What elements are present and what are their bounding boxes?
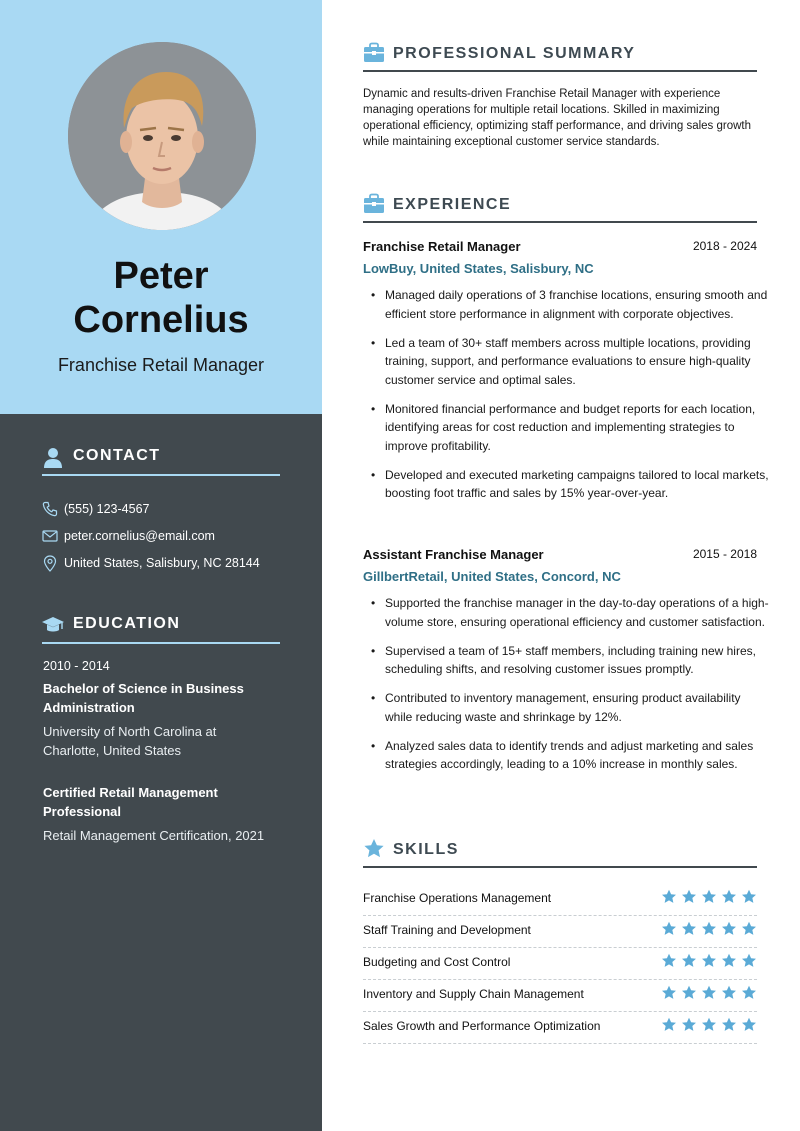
profile-photo-image: [68, 42, 256, 230]
education-degree: Certified Retail Management Professional: [43, 785, 218, 819]
star-icon: [741, 921, 757, 937]
skill-row: [363, 884, 757, 916]
job-company: GillbertRetail, United States, Concord, NC: [363, 569, 621, 584]
contact-phone[interactable]: [42, 501, 302, 519]
user-icon: [42, 446, 64, 468]
skill-name: Inventory and Supply Chain Management: [363, 987, 584, 1001]
briefcase-icon: [363, 42, 385, 64]
summary-heading-text: PROFESSIONAL SUMMARY: [393, 45, 636, 62]
summary-text: Dynamic and results-driven Franchise Retail Manager with experience managing operations for multiple retail locations. Skilled in maximizing operational efficiency, optimizing staff performance, and driving sales growth while maintaining exceptional customer service standards.: [363, 88, 752, 148]
job-bullet: • Led a team of 30+ staff members across multiple locations, providing training, support, and performance evaluations to ensure high-quality customer service and optimal sales.: [371, 334, 771, 390]
contact-location-text: United States, Salisbury, NC 28144: [64, 556, 260, 570]
skills-heading: [363, 838, 757, 868]
star-icon: [661, 921, 677, 937]
skill-row: [363, 948, 757, 980]
star-icon: [741, 1017, 757, 1033]
profile-photo: [68, 42, 256, 230]
job-bullet: • Contributed to inventory management, ensuring product availability while reducing waste and shrinkage by 12%.: [371, 689, 771, 726]
contact-heading-text: CONTACT: [73, 447, 161, 464]
star-icon: [741, 953, 757, 969]
education-years: 2010 - 2014: [43, 659, 110, 673]
contact-phone-text: (555) 123-4567: [64, 502, 150, 516]
contact-heading: [42, 446, 280, 476]
map-pin-icon: [42, 555, 58, 572]
person-role: Franchise Retail Manager: [57, 355, 265, 375]
job-bullet: • Supported the franchise manager in the day-to-day operations of a high-volume store, ensuring operational efficiency and customer satisfaction.: [371, 594, 771, 631]
star-icon: [701, 985, 717, 1001]
star-icon: [701, 1017, 717, 1033]
skills-heading-text: SKILLS: [393, 841, 459, 858]
skill-rating: [661, 953, 757, 969]
job-dates: 2018 - 2024: [692, 239, 757, 253]
star-icon: [661, 953, 677, 969]
briefcase-icon: [363, 193, 385, 215]
skill-name: Budgeting and Cost Control: [363, 955, 511, 969]
star-icon: [681, 953, 697, 969]
star-icon: [721, 953, 737, 969]
star-icon: [721, 985, 737, 1001]
job-dates: 2015 - 2018: [692, 547, 757, 561]
envelope-icon: [42, 528, 58, 544]
education-school: Retail Management Certification, 2021: [43, 828, 265, 843]
person-name-first: Peter: [113, 255, 209, 297]
star-icon: [363, 838, 385, 860]
education-school: University of North Carolina at Charlotte, United States: [43, 724, 217, 758]
experience-heading-text: EXPERIENCE: [393, 196, 512, 213]
phone-icon: [42, 501, 58, 517]
star-icon: [681, 889, 697, 905]
star-icon: [741, 985, 757, 1001]
contact-email-text: peter.cornelius@email.com: [64, 529, 215, 543]
star-icon: [661, 985, 677, 1001]
star-icon: [721, 889, 737, 905]
education-heading-text: EDUCATION: [73, 615, 181, 632]
star-icon: [681, 985, 697, 1001]
job-bullets: [371, 286, 771, 513]
star-icon: [681, 1017, 697, 1033]
person-name-last: Cornelius: [73, 299, 249, 341]
star-icon: [701, 921, 717, 937]
skill-row: [363, 1012, 757, 1044]
graduation-cap-icon: [42, 614, 64, 636]
education-entry: [43, 783, 293, 845]
skill-name: Staff Training and Development: [363, 923, 531, 937]
skill-row: [363, 980, 757, 1012]
star-icon: [721, 1017, 737, 1033]
skill-rating: [661, 985, 757, 1001]
contact-email[interactable]: [42, 528, 302, 546]
contact-location: [42, 555, 302, 573]
job-bullets: [371, 594, 771, 784]
star-icon: [681, 921, 697, 937]
skill-rating: [661, 1017, 757, 1033]
education-degree: Bachelor of Science in Business Administration: [43, 681, 244, 715]
job-company: LowBuy, United States, Salisbury, NC: [363, 261, 594, 276]
star-icon: [701, 953, 717, 969]
skill-name: Sales Growth and Performance Optimization: [363, 1019, 601, 1033]
job-title: Franchise Retail Manager: [363, 239, 521, 254]
job-title: Assistant Franchise Manager: [363, 547, 544, 562]
skill-rating: [661, 889, 757, 905]
star-icon: [701, 889, 717, 905]
job-bullet: • Monitored financial performance and budget reports for each location, identifying areas for cost reduction and implementing strategies to improve profitability.: [371, 400, 771, 456]
experience-heading: [363, 193, 757, 223]
skill-row: [363, 916, 757, 948]
education-entry: [43, 659, 293, 760]
job-bullet: • Supervised a team of 15+ staff members, including training new hires, scheduling shifts, and resolving customer issues promptly.: [371, 642, 771, 679]
job-bullet: • Managed daily operations of 3 franchise locations, ensuring smooth and efficient store performance in alignment with corporate objectives.: [371, 286, 771, 323]
summary-heading: [363, 42, 757, 72]
education-heading: [42, 614, 280, 644]
person-name: [0, 254, 322, 342]
star-icon: [741, 889, 757, 905]
job-bullet: • Developed and executed marketing campaigns tailored to local markets, boosting foot traffic and sales by 15% year-over-year.: [371, 466, 771, 503]
skill-name: Franchise Operations Management: [363, 891, 552, 905]
star-icon: [661, 1017, 677, 1033]
star-icon: [721, 921, 737, 937]
star-icon: [661, 889, 677, 905]
skill-rating: [661, 921, 757, 937]
job-bullet: • Analyzed sales data to identify trends and adjust marketing and sales strategies accordingly, leading to a 10% increase in monthly sales.: [371, 737, 771, 774]
